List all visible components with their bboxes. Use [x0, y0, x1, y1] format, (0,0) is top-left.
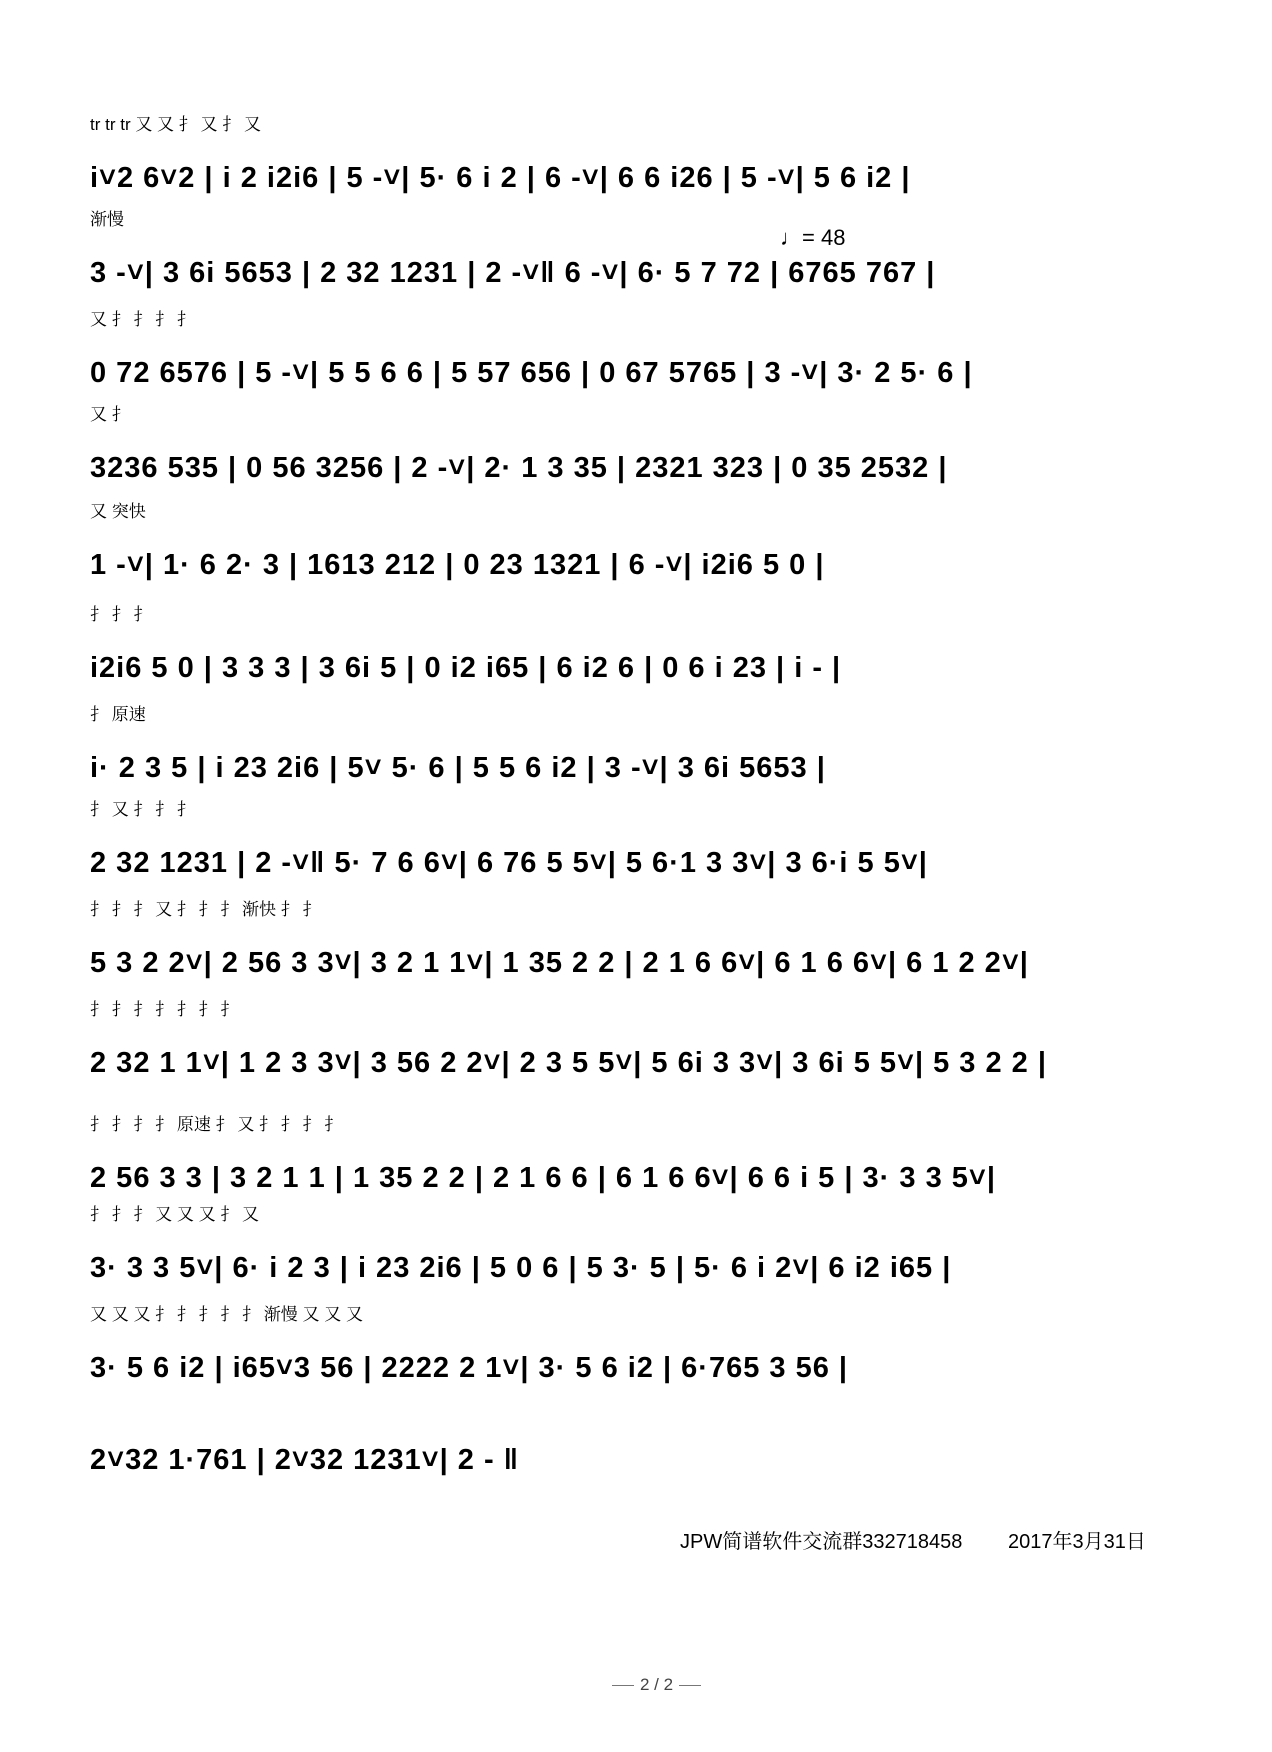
tempo-marking: ♩= 48	[780, 225, 846, 250]
row-notes: 2˅32 1·761 | 2˅32 1231˅| 2 - ‖	[90, 1444, 520, 1476]
row-notes: 1 -˅| 1· 6 2· 3 | 1613 212 | 0 23 1321 | 6 -˅| i2i6 5 0 |	[90, 549, 825, 581]
row-annotations: 扌 扌 扌	[90, 605, 151, 624]
footer-date: 2017年3月31日	[1008, 1531, 1146, 1553]
row-notes: i2i6 5 0 | 3 3 3 | 3 6i 5 | 0 i2 i65 | 6 i2 6 | 0 6 i 23 | i - |	[90, 652, 842, 684]
row-annotations: 扌 扌 扌 扌 扌 扌 扌	[90, 1000, 238, 1019]
row-notes: 0 72 6576 | 5 -˅| 5 5 6 6 | 5 57 656 | 0 67 5765 | 3 -˅| 3· 2 5· 6 |	[90, 357, 973, 389]
row-notes: 2 32 1 1˅| 1 2 3 3˅| 3 56 2 2˅| 2 3 5 5˅| 5 6i 3 3˅| 3 6i 5 5˅| 5 3 2 2 |	[90, 1047, 1047, 1079]
row-annotations: 扌 原速	[90, 705, 146, 724]
row-annotations: 又 扌 扌 扌 扌	[90, 310, 194, 329]
row-notes: 2 56 3 3 | 3 2 1 1 | 1 35 2 2 | 2 1 6 6 | 6 1 6 6˅| 6 6 i 5 | 3· 3 3 5˅|	[90, 1162, 996, 1194]
footer-credit: JPW简谱软件交流群332718458	[680, 1531, 963, 1553]
row-notes: 3236 535 | 0 56 3256 | 2 -˅| 2· 1 3 35 | 2321 323 | 0 35 2532 |	[90, 452, 948, 484]
score-row-14	[90, 1392, 1195, 1512]
row-annotations: 扌 扌 扌 又 又 又 扌 又	[90, 1205, 260, 1224]
score-row-10	[90, 995, 1195, 1115]
row-annotations: 又 突快	[90, 502, 146, 521]
row-notes: 3 -˅| 3 6i 5653 | 2 32 1231 | 2 -˅‖ 6 -˅| 6· 5 7 72 | 6765 767 |	[90, 257, 936, 289]
row-annotations: 扌 扌 扌 扌 原速 扌 又 扌 扌 扌 扌	[90, 1115, 342, 1134]
score-row-5	[90, 497, 1195, 617]
row-annotations: 扌 扌 扌 又 扌 扌 扌 渐快 扌 扌	[90, 900, 320, 919]
row-annotations: 又 又 又 扌 扌 扌 扌 扌 渐慢 又 又 又	[90, 1305, 363, 1324]
row-notes: 3· 5 6 i2 | i65˅3 56 | 2222 2 1˅| 3· 5 6 i2 | 6·765 3 56 |	[90, 1352, 849, 1384]
page-number: 2 / 2	[606, 1675, 707, 1695]
row-notes: 3· 3 3 5˅| 6· i 2 3 | i 23 2i6 | 5 0 6 | 5 3· 5 | 5· 6 i 2˅| 6 i2 i65 |	[90, 1252, 952, 1284]
row-annotations	[90, 1392, 1195, 1444]
row-annotations: 又 扌	[90, 405, 129, 424]
row-annotations: 渐慢	[90, 210, 124, 229]
row-annotations: 扌 又 扌 扌 扌	[90, 800, 194, 819]
row-notes: 2 32 1231 | 2 -˅‖ 5· 7 6 6˅| 6 76 5 5˅| 5 6·1 3 3˅| 3 6·i 5 5˅|	[90, 847, 928, 879]
row-annotations: tr tr tr 又 又 扌 又 扌 又	[90, 115, 261, 134]
row-notes: i· 2 3 5 | i 23 2i6 | 5˅ 5· 6 | 5 5 6 i2 | 3 -˅| 3 6i 5653 |	[90, 752, 826, 784]
row-notes: 5 3 2 2˅| 2 56 3 3˅| 3 2 1 1˅| 1 35 2 2 | 2 1 6 6˅| 6 1 6 6˅| 6 1 2 2˅|	[90, 947, 1029, 979]
row-notes: i˅2 6˅2 | i 2 i2i6 | 5 -˅| 5· 6 i 2 | 6 -˅| 6 6 i26 | 5 -˅| 5 6 i2 |	[90, 162, 911, 194]
